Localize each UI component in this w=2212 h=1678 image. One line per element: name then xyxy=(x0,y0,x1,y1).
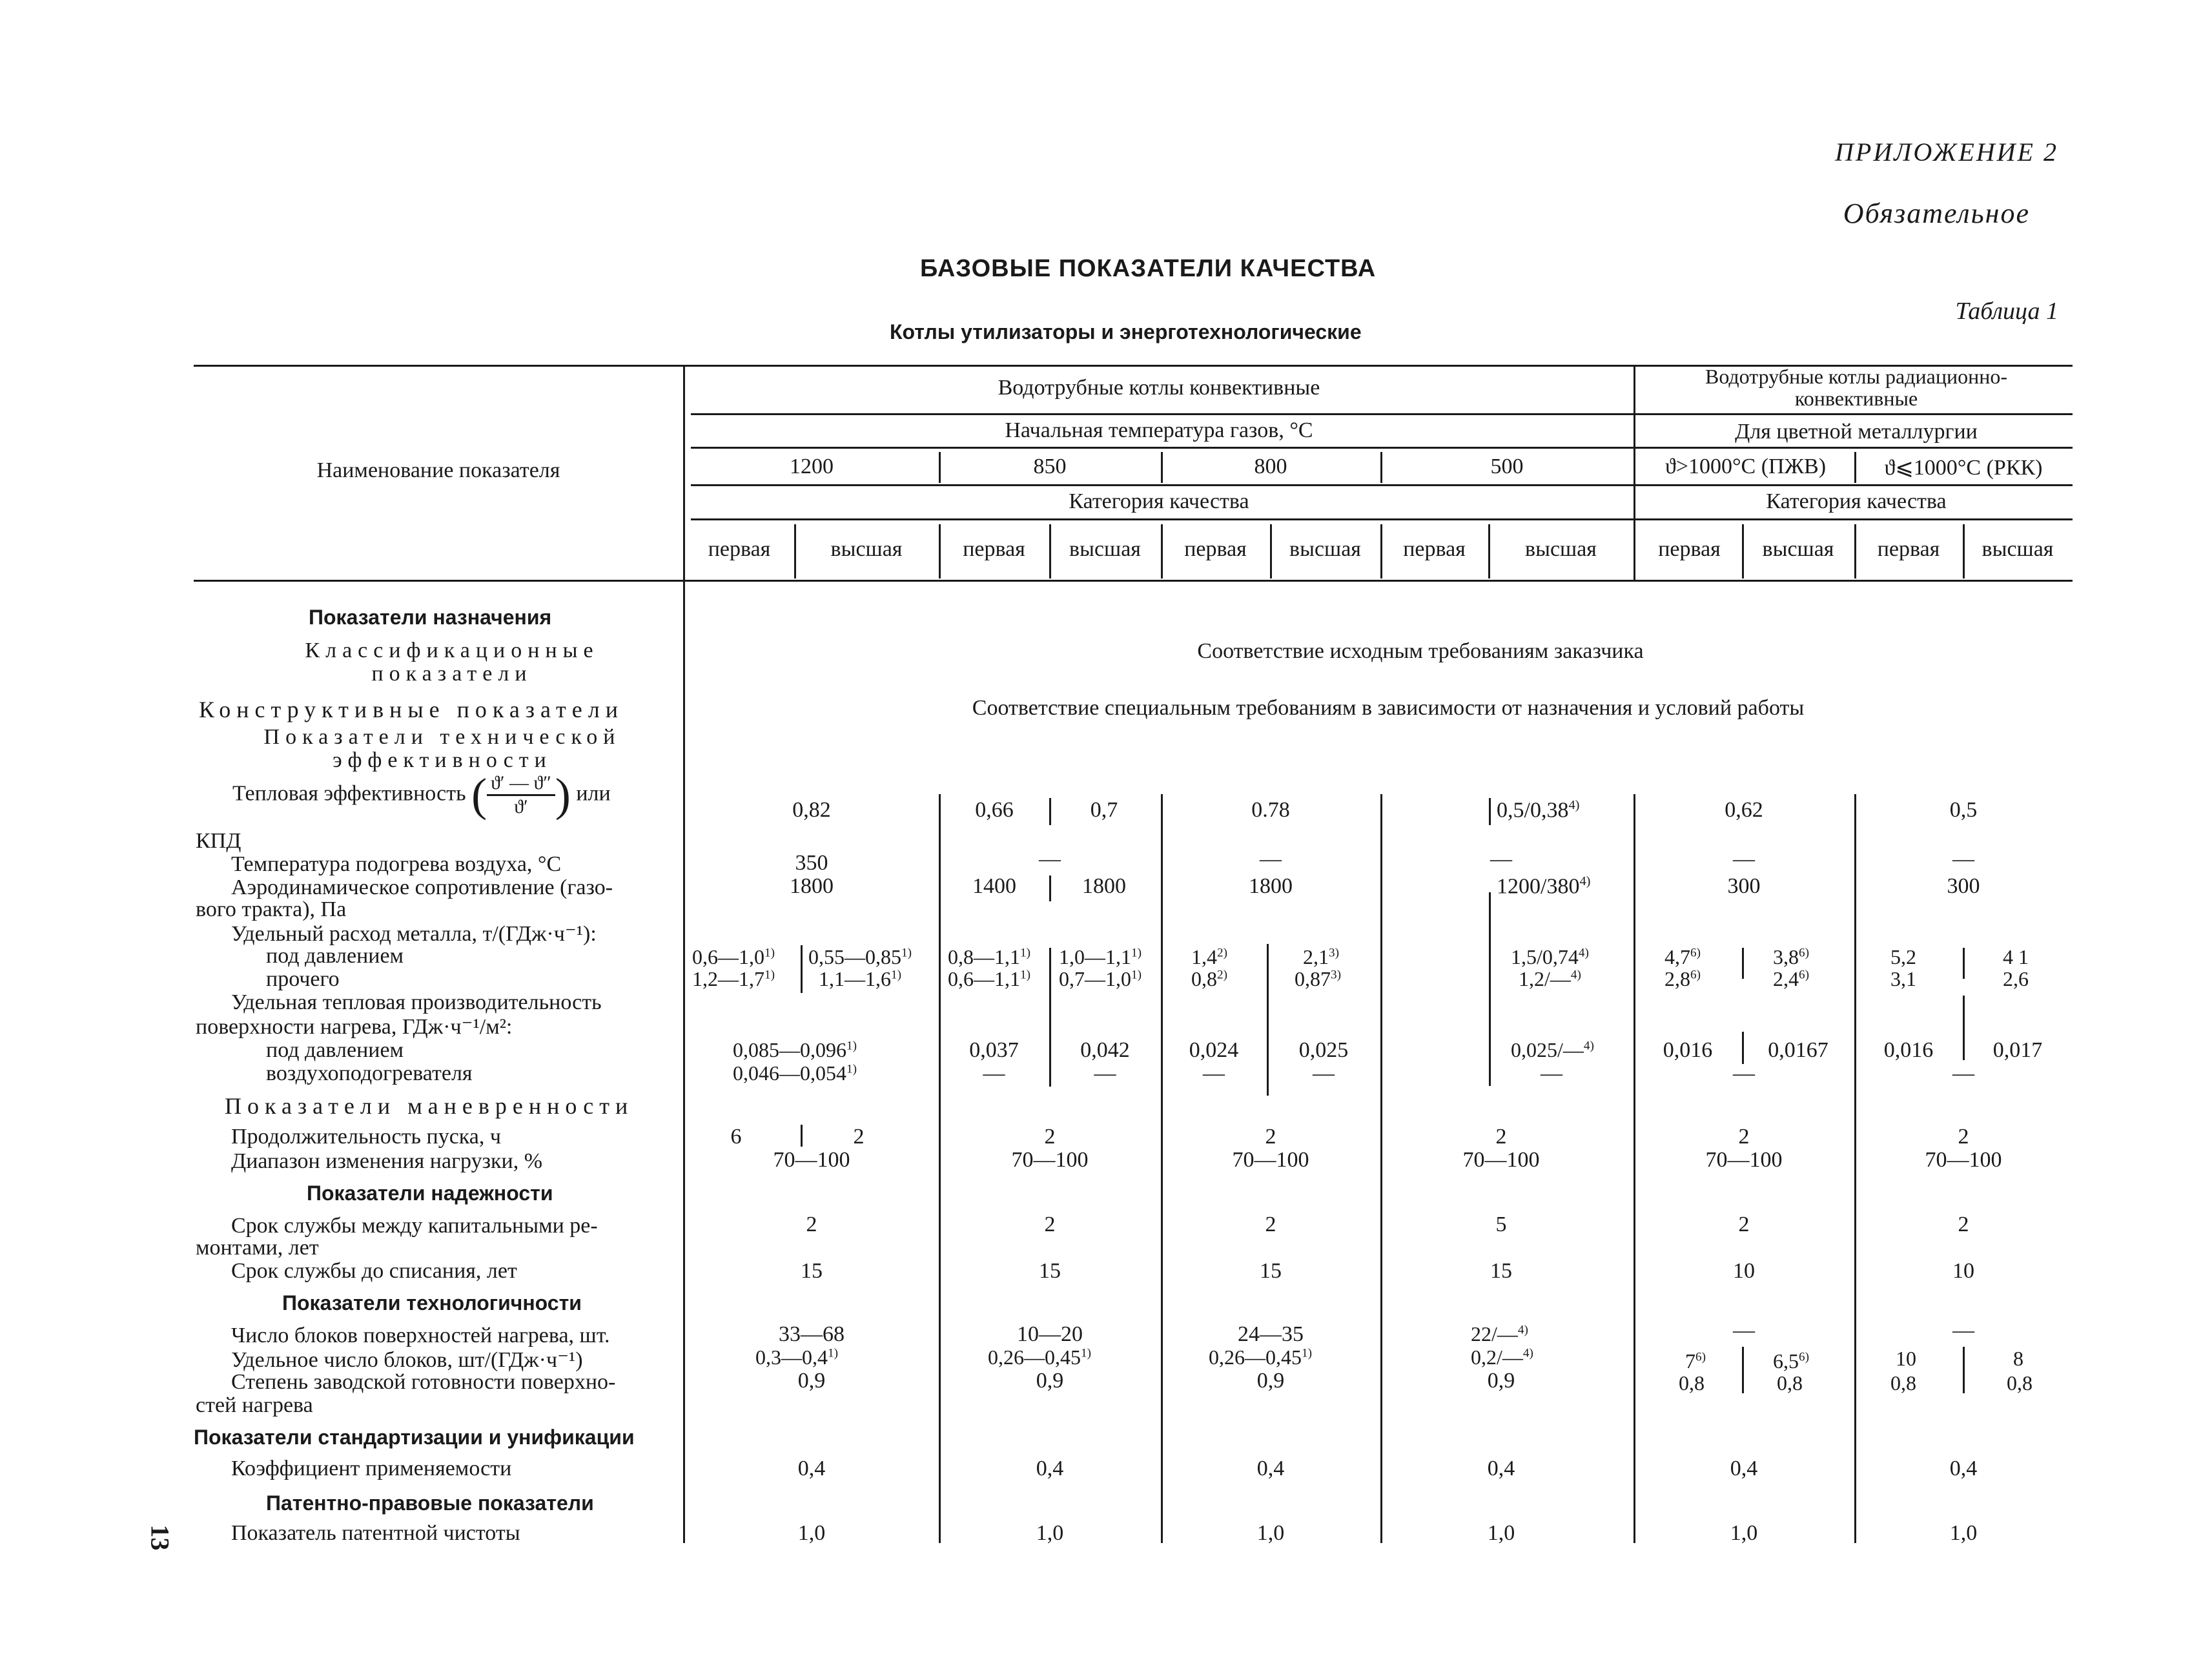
paren-close: ) xyxy=(555,769,571,821)
footnote-ref: 2) xyxy=(1217,946,1227,960)
blocks-value-text: 22/— xyxy=(1471,1322,1518,1345)
readiness-850: 0,9 xyxy=(1036,1369,1064,1393)
blocks-pzhv: — xyxy=(1733,1318,1755,1342)
blocks-rkk: — xyxy=(1952,1318,1974,1342)
spec-blocks-pzhv-first xyxy=(1685,1349,1706,1373)
label-service-2: монтами, лет xyxy=(196,1236,319,1260)
thermal-850-first: 0,66 xyxy=(975,798,1014,822)
air-heat-pzhv: — xyxy=(1733,847,1755,871)
cat-first: первая xyxy=(1658,537,1721,561)
applic-850: 0,4 xyxy=(1036,1457,1064,1480)
head-rule-5 xyxy=(691,518,2073,520)
spec-blocks-text: 6,5 xyxy=(1773,1349,1799,1373)
footnote-ref: 4) xyxy=(1568,798,1580,812)
applic-500: 0,4 xyxy=(1487,1457,1515,1480)
blocks-800: 24—35 xyxy=(1238,1322,1304,1346)
metal-value-text: 0,87 xyxy=(1295,967,1331,990)
service-1200: 2 xyxy=(806,1212,817,1236)
aero-1200: 1800 xyxy=(790,874,834,898)
footnote-ref: 1) xyxy=(901,946,912,960)
tp-p-500 xyxy=(1511,1038,1594,1062)
air-heat-1200: 350 xyxy=(795,851,828,875)
mandatory-label: Обязательное xyxy=(1843,198,2030,229)
start-800: 2 xyxy=(1265,1125,1276,1149)
cat-first: первая xyxy=(963,537,1025,561)
writeoff-850: 15 xyxy=(1039,1259,1061,1283)
metal-o-800-first xyxy=(1191,967,1227,991)
label-readiness-1: Степень заводской готовности поверхно- xyxy=(231,1370,616,1394)
load-1200: 70—100 xyxy=(773,1148,850,1172)
service-850: 2 xyxy=(1044,1212,1056,1236)
start-500: 2 xyxy=(1495,1125,1507,1149)
thermal-pzhv: 0,62 xyxy=(1725,798,1763,822)
efficiency-fraction xyxy=(487,772,555,818)
readiness-800: 0,9 xyxy=(1256,1369,1285,1393)
label-thermal-efficiency xyxy=(232,768,611,822)
metal-value-text: 0,7—1,0 xyxy=(1059,967,1131,990)
tp-a-800-highest: — xyxy=(1313,1061,1335,1085)
metal-p-1200-first xyxy=(692,945,775,969)
blocks-500 xyxy=(1471,1322,1528,1346)
footnote-ref: 4) xyxy=(1583,1039,1594,1053)
group2-header: Водотрубные котлы радиационно-конвективные xyxy=(1705,365,2008,410)
label-maneuver: Показатели маневренности xyxy=(225,1093,634,1119)
metal-value-text: 1,0—1,1 xyxy=(1059,945,1131,968)
constructive-value: Соответствие специальным требованиям в зависимости от назначения и условий работы xyxy=(972,696,1805,720)
label-tp-airheater: воздухоподогревателя xyxy=(266,1061,473,1085)
start-pzhv: 2 xyxy=(1738,1125,1750,1149)
label-tech-efficiency: Показатели технической эффективности xyxy=(263,725,621,772)
metal-value-text: 0,6—1,0 xyxy=(692,945,764,968)
footnote-ref: 1) xyxy=(764,946,775,960)
group1-header: Водотрубные котлы конвективные xyxy=(998,376,1320,400)
thermal-500 xyxy=(1497,798,1626,823)
start-rkk: 2 xyxy=(1958,1125,1969,1149)
tp-p-850-highest: 0,042 xyxy=(1080,1038,1130,1062)
footnote-ref: 6) xyxy=(1799,1350,1809,1364)
patent-850: 1,0 xyxy=(1036,1521,1064,1545)
tp-p-rkk-highest: 0,017 xyxy=(1992,1038,2043,1062)
spec-blocks-text: 0,3—0,4 xyxy=(755,1345,828,1369)
tp-value-text: 0,025/— xyxy=(1511,1038,1584,1061)
metal-value-text: 1,5/0,74 xyxy=(1511,945,1579,968)
section-reliability: Показатели надежности xyxy=(307,1182,553,1205)
label-blocks: Число блоков поверхностей нагрева, шт. xyxy=(231,1324,610,1347)
metal-o-500 xyxy=(1519,967,1581,991)
air-heat-850: — xyxy=(1039,847,1061,871)
patent-rkk: 1,0 xyxy=(1949,1521,1978,1545)
metal-o-800-highest xyxy=(1295,967,1341,991)
aero-500 xyxy=(1497,874,1632,899)
label-metal-other: прочего xyxy=(266,967,340,991)
footnote-ref: 1) xyxy=(1131,946,1142,960)
blocks-850: 10—20 xyxy=(1017,1322,1083,1346)
table-subtitle: Котлы утилизаторы и энерготехнологические xyxy=(890,320,1362,343)
service-500: 5 xyxy=(1495,1212,1507,1236)
tp-a-500: — xyxy=(1541,1061,1562,1085)
patent-1200: 1,0 xyxy=(797,1521,826,1545)
load-pzhv: 70—100 xyxy=(1705,1148,1783,1172)
label-metal-pressure: под давлением xyxy=(266,944,404,968)
aero-850-highest: 1800 xyxy=(1082,874,1126,898)
patent-pzhv: 1,0 xyxy=(1730,1521,1758,1545)
tp-a-rkk: — xyxy=(1952,1061,1974,1085)
tp-a-850-highest: — xyxy=(1094,1061,1116,1085)
footnote-ref: 1) xyxy=(1131,968,1142,982)
footnote-ref: 3) xyxy=(1329,946,1339,960)
metal-o-rkk-first: 3,1 xyxy=(1890,967,1916,990)
metal-o-1200-first xyxy=(692,967,775,991)
section-purpose: Показатели назначения xyxy=(309,606,552,629)
footnote-ref: 4) xyxy=(1517,1323,1528,1337)
cat-highest: высшая xyxy=(1289,537,1361,561)
aero-800: 1800 xyxy=(1249,874,1293,898)
cat-highest: высшая xyxy=(1982,537,2054,561)
spec-blocks-rkk-divider xyxy=(1963,1347,1965,1393)
metal-value-text: 2,8 xyxy=(1664,967,1690,990)
thermal-eff-text: Тепловая эффективность xyxy=(232,781,466,806)
metal-value-text: 2,1 xyxy=(1303,945,1329,968)
metal-value-text: 1,4 xyxy=(1191,945,1217,968)
paren-open: ( xyxy=(471,769,487,821)
body-divider xyxy=(1380,794,1382,1543)
writeoff-pzhv: 10 xyxy=(1733,1259,1755,1283)
air-heat-800: — xyxy=(1260,847,1282,871)
service-rkk: 2 xyxy=(1958,1212,1969,1236)
thermal-mid-divider xyxy=(1049,798,1051,825)
metal-o-pzhv-first xyxy=(1664,967,1701,991)
spec-blocks-text: 0,2/— xyxy=(1471,1345,1523,1369)
footnote-ref: 4) xyxy=(1522,1346,1533,1360)
table-label: Таблица 1 xyxy=(1955,298,2058,325)
sub-divider xyxy=(1963,948,1965,979)
category-header-2: Категория качества xyxy=(1766,489,1947,513)
table-head-rule xyxy=(194,580,2073,582)
metal-p-1200-highest xyxy=(808,945,912,969)
tp-a-800-first: — xyxy=(1203,1061,1225,1085)
metal-value-text: 1,2/— xyxy=(1519,967,1571,990)
spec-blocks-text: 0,26—0,45 xyxy=(1209,1345,1302,1369)
temp-1200: 1200 xyxy=(790,455,834,478)
cat-highest: высшая xyxy=(830,537,903,561)
or-text: или xyxy=(576,781,611,806)
writeoff-1200: 15 xyxy=(801,1259,823,1283)
applic-rkk: 0,4 xyxy=(1949,1457,1978,1480)
page-number: 13 xyxy=(145,1524,175,1551)
spec-blocks-500 xyxy=(1471,1345,1533,1369)
tp-a-pzhv: — xyxy=(1733,1061,1755,1085)
spec-blocks-rkk-first: 10 xyxy=(1896,1347,1916,1370)
label-kpd: КПД xyxy=(196,829,241,853)
metal-value-text: 1,1—1,6 xyxy=(819,967,891,990)
footnote-ref: 3) xyxy=(1331,968,1341,982)
metal-o-850-first xyxy=(948,967,1030,991)
readiness-pzhv-first: 0,8 xyxy=(1679,1371,1705,1395)
start-850: 2 xyxy=(1044,1125,1056,1149)
start-1200-divider xyxy=(801,1125,803,1147)
spec-blocks-pzhv-highest xyxy=(1773,1349,1809,1373)
footnote-ref: 4) xyxy=(1570,968,1581,982)
appendix-label: ПРИЛОЖЕНИЕ 2 xyxy=(1835,138,2058,167)
tp-value-text: 0,046—0,054 xyxy=(733,1061,846,1085)
start-1200-first: 6 xyxy=(730,1125,742,1149)
aero-rkk: 300 xyxy=(1947,874,1980,898)
aero-500-text: 1200/380 xyxy=(1497,874,1580,899)
label-load-range: Диапазон изменения нагрузки, % xyxy=(231,1149,543,1173)
footnote-ref: 1) xyxy=(846,1039,857,1053)
tp-p-800-first: 0,024 xyxy=(1189,1038,1239,1062)
fraction-numerator: ϑ′ — ϑ″ xyxy=(487,772,555,796)
gas-temp-header: Начальная температура газов, °С xyxy=(1005,418,1313,442)
label-metal: Удельный расход металла, т/(ГДж·ч⁻¹): xyxy=(231,922,597,946)
metal-value-text: 4,7 xyxy=(1664,945,1690,968)
tp-value-text: 0,085—0,096 xyxy=(733,1038,846,1061)
label-air-heating: Температура подогрева воздуха, °С xyxy=(231,852,562,876)
metal-1200-divider xyxy=(801,945,803,993)
cat-highest: высшая xyxy=(1525,537,1597,561)
metal-value-text: 0,8—1,1 xyxy=(948,945,1020,968)
footnote-ref: 4) xyxy=(1579,874,1591,888)
label-patent: Показатель патентной чистоты xyxy=(231,1521,520,1545)
thermal-1200: 0,82 xyxy=(792,798,831,822)
tp-p-pzhv-highest: 0,0167 xyxy=(1768,1038,1828,1062)
applic-800: 0,4 xyxy=(1256,1457,1285,1480)
temp-800: 800 xyxy=(1254,455,1287,478)
cat-first: первая xyxy=(1184,537,1247,561)
footnote-ref: 1) xyxy=(846,1062,857,1076)
thermal-500-divider xyxy=(1489,798,1491,825)
name-column-header: Наименование показателя xyxy=(316,458,560,482)
cat-highest: высшая xyxy=(1069,537,1141,561)
tp-p-850-first: 0,037 xyxy=(969,1038,1019,1062)
label-tp-pressure: под давлением xyxy=(266,1038,404,1062)
classification-value: Соответствие исходным требованиям заказчика xyxy=(1197,639,1644,663)
metal-p-850-highest xyxy=(1059,945,1142,969)
tp-p-rkk-first: 0,016 xyxy=(1883,1038,1934,1062)
page-title: БАЗОВЫЕ ПОКАЗАТЕЛИ КАЧЕСТВА xyxy=(920,255,1377,282)
sub-divider xyxy=(1489,892,1491,1086)
footnote-ref: 1) xyxy=(1081,1346,1091,1360)
applic-1200: 0,4 xyxy=(797,1457,826,1480)
start-1200-highest: 2 xyxy=(853,1125,865,1149)
label-service-1: Срок службы между капитальными ре- xyxy=(231,1214,598,1238)
readiness-rkk-highest: 0,8 xyxy=(2007,1371,2033,1395)
metal-o-850-highest xyxy=(1059,967,1142,991)
service-800: 2 xyxy=(1265,1212,1276,1236)
label-aero-1: Аэродинамическое сопротивление (газо- xyxy=(231,875,613,899)
load-800: 70—100 xyxy=(1232,1148,1309,1172)
group-divider xyxy=(1633,365,1635,581)
footnote-ref: 2) xyxy=(1217,968,1227,982)
label-writeoff: Срок службы до списания, лет xyxy=(231,1259,517,1283)
spec-blocks-1200 xyxy=(755,1345,838,1369)
metal-p-pzhv-highest xyxy=(1773,945,1809,969)
writeoff-rkk: 10 xyxy=(1952,1259,1974,1283)
readiness-pzhv-highest: 0,8 xyxy=(1777,1371,1803,1395)
fraction-denominator: ϑ′ xyxy=(514,796,528,817)
metal-p-800-first xyxy=(1191,945,1227,969)
spec-blocks-pzhv-divider xyxy=(1742,1347,1744,1393)
cat-first: первая xyxy=(1877,537,1940,561)
patent-500: 1,0 xyxy=(1487,1521,1515,1545)
label-readiness-2: стей нагрева xyxy=(196,1393,313,1417)
aero-850-first: 1400 xyxy=(972,874,1016,898)
section-standardization: Показатели стандартизации и унификации xyxy=(194,1426,635,1449)
metal-value-text: 3,8 xyxy=(1773,945,1799,968)
temp-500: 500 xyxy=(1490,455,1524,478)
patent-800: 1,0 xyxy=(1256,1521,1285,1545)
temp-850: 850 xyxy=(1033,455,1067,478)
spec-blocks-text: 0,26—0,45 xyxy=(988,1345,1081,1369)
metal-p-pzhv-first xyxy=(1664,945,1701,969)
footnote-ref: 4) xyxy=(1578,946,1589,960)
spec-blocks-rkk-highest: 8 xyxy=(2013,1347,2023,1370)
label-classification: Классификационные показатели xyxy=(305,639,599,686)
head-rule-4 xyxy=(691,484,2073,486)
head-rule-2 xyxy=(691,413,2073,415)
writeoff-800: 15 xyxy=(1260,1259,1282,1283)
metal-o-pzhv-highest xyxy=(1773,967,1809,991)
spec-blocks-800 xyxy=(1209,1345,1312,1369)
footnote-ref: 6) xyxy=(1799,968,1809,982)
air-heat-500: — xyxy=(1490,847,1512,871)
footnote-ref: 6) xyxy=(1690,968,1701,982)
footnote-ref: 1) xyxy=(764,968,775,982)
sub-divider xyxy=(1742,948,1744,979)
service-pzhv: 2 xyxy=(1738,1212,1750,1236)
tp-p-1200 xyxy=(733,1038,857,1062)
readiness-500: 0,9 xyxy=(1487,1369,1515,1393)
metal-value-text: 0,8 xyxy=(1191,967,1217,990)
metallurgy-header: Для цветной металлургии xyxy=(1735,420,1978,444)
cat-first: первая xyxy=(708,537,771,561)
label-thermprod-2: поверхности нагрева, ГДж·ч⁻¹/м²: xyxy=(196,1015,513,1039)
metal-p-rkk-highest: 4 1 xyxy=(2003,945,2029,968)
aero-mid-divider xyxy=(1049,875,1051,901)
metal-p-850-first xyxy=(948,945,1030,969)
head-rule-3 xyxy=(691,447,2073,449)
footnote-ref: 1) xyxy=(828,1346,838,1360)
air-heat-rkk: — xyxy=(1952,847,1974,871)
cat-first: первая xyxy=(1403,537,1466,561)
load-500: 70—100 xyxy=(1462,1148,1540,1172)
label-aero-2: вого тракта), Па xyxy=(196,897,347,921)
footnote-ref: 6) xyxy=(1799,946,1809,960)
section-technology: Показатели технологичности xyxy=(282,1291,582,1315)
thermal-500-text: 0,5/0,38 xyxy=(1497,798,1569,823)
footnote-ref: 1) xyxy=(891,968,901,982)
thermal-850-highest: 0,7 xyxy=(1090,798,1118,822)
tp-p-pzhv-first: 0,016 xyxy=(1663,1038,1713,1062)
pzhv-header: ϑ>1000°С (ПЖВ) xyxy=(1664,455,1827,478)
label-spec-blocks: Удельное число блоков, шт/(ГДж·ч⁻¹) xyxy=(231,1348,583,1372)
spec-blocks-text: 7 xyxy=(1685,1349,1695,1373)
metal-o-1200-highest xyxy=(819,967,901,991)
section-patent: Патентно-правовые показатели xyxy=(266,1491,594,1515)
blocks-1200: 33—68 xyxy=(779,1322,845,1346)
label-thermprod-1: Удельная тепловая производительность xyxy=(231,990,602,1014)
metal-value-text: 0,6—1,1 xyxy=(948,967,1020,990)
load-rkk: 70—100 xyxy=(1925,1148,2002,1172)
label-applicability: Коэффициент применяемости xyxy=(231,1457,512,1480)
applic-pzhv: 0,4 xyxy=(1730,1457,1758,1480)
footnote-ref: 6) xyxy=(1690,946,1701,960)
label-start-duration: Продолжительность пуска, ч xyxy=(231,1125,501,1149)
metal-value-text: 1,2—1,7 xyxy=(692,967,764,990)
cat-highest: высшая xyxy=(1762,537,1834,561)
load-850: 70—100 xyxy=(1011,1148,1089,1172)
metal-p-rkk-first: 5,2 xyxy=(1890,945,1916,968)
rkk-header: ϑ⩽1000°С (РКК) xyxy=(1884,456,2043,480)
footnote-ref: 6) xyxy=(1695,1350,1706,1364)
metal-value-text: 0,55—0,85 xyxy=(808,945,901,968)
aero-pzhv: 300 xyxy=(1727,874,1761,898)
label-constructive: Конструктивные показатели xyxy=(199,697,624,722)
metal-value-text: 2,4 xyxy=(1773,967,1799,990)
readiness-1200: 0,9 xyxy=(797,1369,826,1393)
metal-o-rkk-highest: 2,6 xyxy=(2003,967,2029,990)
metal-p-500 xyxy=(1511,945,1589,969)
readiness-rkk-first: 0,8 xyxy=(1890,1371,1916,1395)
tp-a-850-first: — xyxy=(983,1061,1005,1085)
footnote-ref: 1) xyxy=(1020,968,1030,982)
metal-p-800-highest xyxy=(1303,945,1339,969)
tp-p-800-highest: 0,025 xyxy=(1298,1038,1349,1062)
thermal-rkk: 0,5 xyxy=(1949,798,1978,822)
writeoff-500: 15 xyxy=(1490,1259,1512,1283)
category-header: Категория качества xyxy=(1069,489,1249,513)
thermal-800: 0.78 xyxy=(1251,798,1290,822)
tp-a-1200 xyxy=(733,1061,857,1085)
footnote-ref: 1) xyxy=(1302,1346,1312,1360)
spec-blocks-850 xyxy=(988,1345,1091,1369)
footnote-ref: 1) xyxy=(1020,946,1030,960)
